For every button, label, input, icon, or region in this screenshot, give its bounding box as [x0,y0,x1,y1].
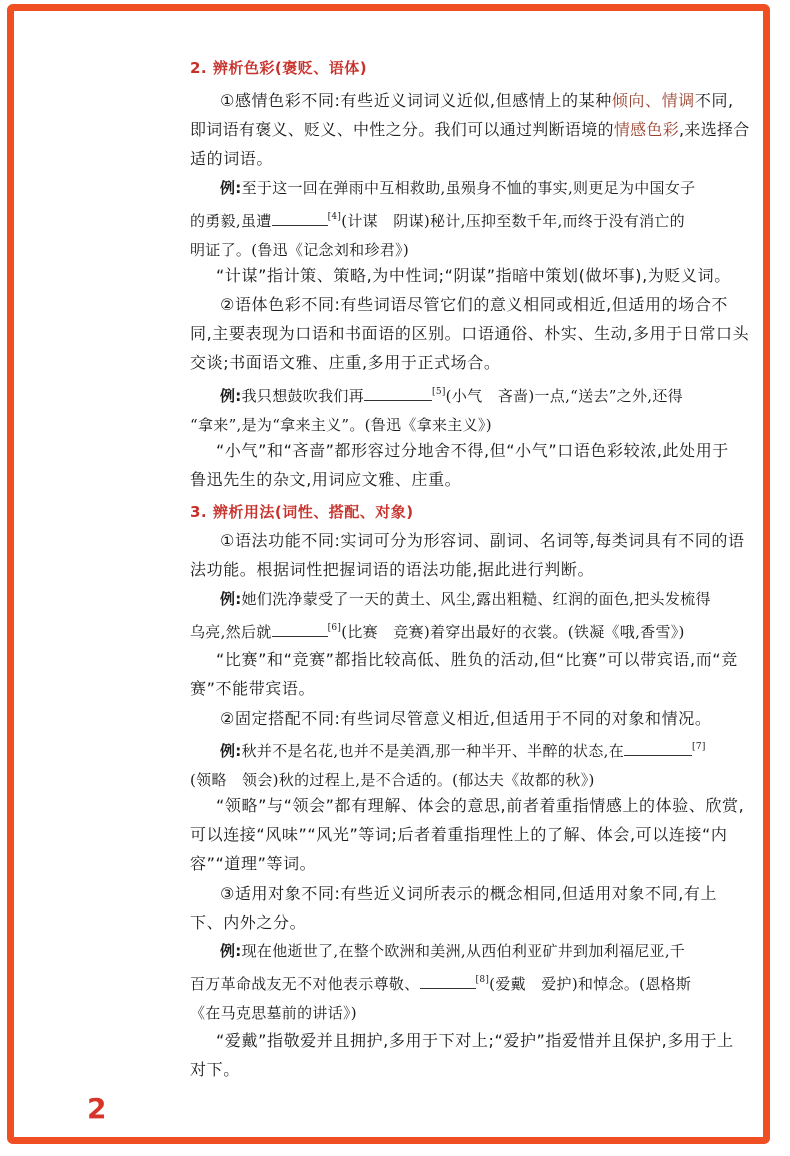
note-line: 鲁迅先生的杂文,用词应文雅、庄重。 [190,470,462,489]
answer-blank[interactable] [364,386,432,401]
section-3-note-3 [190,1026,750,1084]
answer-blank[interactable] [272,211,328,226]
page-number: 2 [87,1092,107,1125]
section-2-example-2 [190,378,750,440]
note-line: 对下。 [190,1060,240,1079]
para-line: ③适用对象不同:有些近义词所表示的概念相同,但适用对象不同,有上 [220,884,718,903]
note-line: “小气”和“吝啬”都形容过分地舍不得,但“小气”口语色彩较浓,此处用于 [216,441,729,460]
section-3-example-2 [190,733,750,795]
section-3-note-1 [190,645,750,703]
answer-blank[interactable] [624,741,692,756]
section-2-note-1 [190,261,750,290]
footnote-marker: [6] [327,623,342,633]
section-3-para-2 [190,704,750,733]
example-label: 例: [220,387,242,405]
example-line: 百万革命战友无不对他表示尊敬、 [8](爱戴 爱护)和悼念。(恩格斯 [190,975,692,993]
para-line: ①语法功能不同:实词可分为形容词、副词、名词等,每类词具有不同的语 [220,531,745,550]
para-line: ①感情色彩不同:有些近义词词义近似,但感情上的某种倾向、情调不同, [220,91,734,110]
footnote-marker: [4] [327,212,342,222]
example-line: 例:她们洗净蒙受了一天的黄土、风尘,露出粗糙、红润的面色,把头发梳得 [220,590,711,608]
section-2-para-1 [190,86,750,173]
para-line: 法功能。根据词性把握词语的语法功能,据此进行判断。 [190,560,595,579]
example-label: 例: [220,590,242,608]
highlight-text: 倾向、情调 [611,91,695,110]
example-label: 例: [220,942,242,960]
section-3-example-1 [190,585,750,647]
footnote-marker: [7] [692,742,706,752]
note-line: 容”“道理”等词。 [190,854,317,873]
example-line: “拿来”,是为“拿来主义”。(鲁迅《拿来主义》) [190,416,492,434]
para-line: 交谈;书面语文雅、庄重,多用于正式场合。 [190,353,501,372]
section-3-note-2 [190,791,750,878]
section-3-example-3 [190,937,750,1028]
example-line: (领略 领会)秋的过程上,是不合适的。(郁达夫《故都的秋》) [190,771,595,789]
example-label: 例: [220,179,242,197]
example-line: 例:至于这一回在弹雨中互相救助,虽殒身不恤的事实,则更足为中国女子 [220,179,696,197]
section-2-heading: 2. 辨析色彩(褒贬、语体) [190,59,368,77]
example-label: 例: [220,742,242,760]
para-line: 即词语有褒义、贬义、中性之分。我们可以通过判断语境的情感色彩,来选择合 [190,120,750,139]
section-3-heading: 3. 辨析用法(词性、搭配、对象) [190,503,414,521]
note-line: “爱戴”指敬爱并且拥护,多用于下对上;“爱护”指爱惜并且保护,多用于上 [216,1031,734,1050]
example-line: 例:现在他逝世了,在整个欧洲和美洲,从西伯利亚矿井到加利福尼亚,千 [220,942,686,960]
para-line: 下、内外之分。 [190,913,307,932]
note-line: “比赛”和“竞赛”都指比较高低、胜负的活动,但“比赛”可以带宾语,而“竞 [216,650,738,669]
example-line: 例:我只想鼓吹我们再 [5](小气 吝啬)一点,“送去”之外,还得 [220,387,683,405]
answer-blank[interactable] [420,974,476,989]
example-line: 的勇毅,虽遭 [4](计谋 阴谋)秘计,压抑至数千年,而终于没有消亡的 [190,212,685,230]
para-line: 适的词语。 [190,149,274,168]
section-3-para-3 [190,879,750,937]
section-3-para-1 [190,526,750,584]
section-2-para-2 [190,290,750,377]
section-2-note-2 [190,436,750,494]
para-line: ②固定搭配不同:有些词尽管意义相近,但适用于不同的对象和情况。 [220,709,712,728]
note-line: 赛”不能带宾语。 [190,679,316,698]
example-line: 乌亮,然后就 [6](比赛 竞赛)着穿出最好的衣裳。(铁凝《哦,香雪》) [190,623,685,641]
section-2-example-1 [190,174,750,265]
para-line: 同,主要表现为口语和书面语的区别。口语通俗、朴实、生动,多用于日常口头 [190,324,750,343]
footnote-marker: [5] [432,387,446,397]
footnote-marker: [8] [475,975,490,985]
example-line: 《在马克思墓前的讲话》) [190,1004,357,1022]
highlight-text: 情感色彩 [613,120,680,139]
para-line: ②语体色彩不同:有些词语尽管它们的意义相同或相近,但适用的场合不 [220,295,729,314]
note-line: 可以连接“风味”“风光”等词;后者着重指理性上的了解、体会,可以连接“内 [190,825,728,844]
note-line: “领略”与“领会”都有理解、体会的意思,前者着重指情感上的体验、欣赏, [216,796,745,815]
note-line: “计谋”指计策、策略,为中性词;“阴谋”指暗中策划(做坏事),为贬义词。 [216,266,731,285]
example-line: 明证了。(鲁迅《记念刘和珍君》) [190,241,410,259]
answer-blank[interactable] [272,622,328,637]
example-line: 例:秋并不是名花,也并不是美酒,那一种半开、半醉的状态,在 [7] [220,742,706,760]
